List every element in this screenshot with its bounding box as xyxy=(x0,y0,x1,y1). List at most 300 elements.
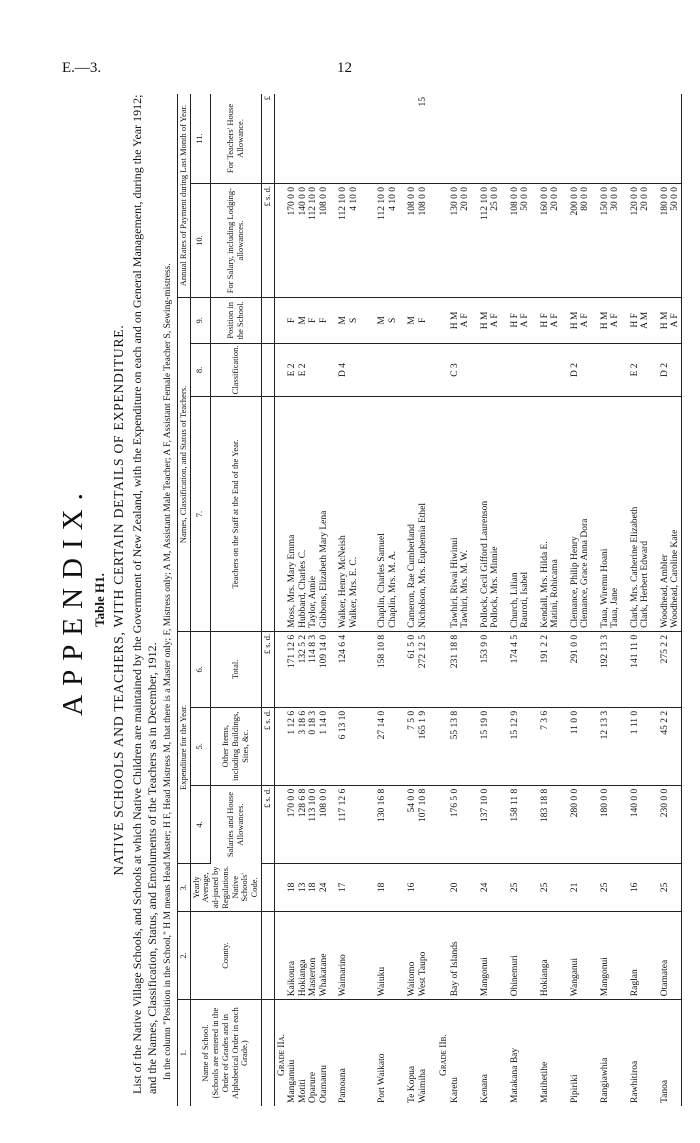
spacer-cell xyxy=(621,343,630,397)
spacer-cell xyxy=(359,343,368,397)
spacer-cell xyxy=(561,94,570,184)
yearly-average: 13 xyxy=(298,863,309,911)
spacer-cell xyxy=(561,863,570,911)
teacher-name: Pollock, Mrs. Minnie xyxy=(490,397,501,631)
spacer-cell xyxy=(531,94,540,184)
spacer-cell xyxy=(398,707,407,785)
spacer-cell xyxy=(550,911,561,1000)
total: 124 6 4 xyxy=(338,631,349,707)
total: 191 2 2 xyxy=(540,631,551,707)
position: A F xyxy=(580,298,591,343)
spacer-cell xyxy=(610,1000,621,1106)
classification xyxy=(600,343,611,397)
spacer-cell xyxy=(640,631,651,707)
spacer-cell xyxy=(610,631,621,707)
classification xyxy=(490,343,501,397)
spacer-cell xyxy=(398,785,407,863)
total: 153 9 0 xyxy=(480,631,491,707)
spacer-cell xyxy=(274,785,287,863)
spacer-cell xyxy=(388,1000,399,1106)
yearly-average xyxy=(418,863,429,911)
position: H M xyxy=(600,298,611,343)
spacer-cell xyxy=(501,1000,510,1106)
salaries: 158 11 8 xyxy=(510,785,521,863)
classification: D 2 xyxy=(570,343,581,397)
classification xyxy=(640,343,651,397)
spacer-cell xyxy=(471,343,480,397)
salary-rate: 20 0 0 xyxy=(460,184,471,298)
house-allowance xyxy=(660,94,671,184)
salary-rate: 20 0 0 xyxy=(640,184,651,298)
spacer-cell xyxy=(437,863,450,911)
position: M xyxy=(298,298,309,343)
table-row xyxy=(407,94,418,1106)
spacer-cell xyxy=(501,184,510,298)
classification xyxy=(418,343,429,397)
grade-label: Grade IIb. xyxy=(439,1034,450,1076)
spacer-cell xyxy=(460,911,471,1000)
total: 61 5 0 xyxy=(407,631,418,707)
salaries: 183 18 8 xyxy=(540,785,551,863)
position: F xyxy=(287,298,298,343)
spacer-cell xyxy=(388,785,399,863)
other-items: 45 2 2 xyxy=(660,707,671,785)
salary-rate: 120 0 0 xyxy=(630,184,641,298)
spacer-cell xyxy=(501,707,510,785)
school-name: Rangiawhia xyxy=(599,1057,610,1103)
yearly-average: 25 xyxy=(600,863,611,911)
salary-rate: 108 0 0 xyxy=(510,184,521,298)
spacer-cell xyxy=(580,863,591,911)
spacer-cell xyxy=(398,184,407,298)
teacher-name: Walker, Mrs. E. C. xyxy=(349,397,360,631)
spacer-cell xyxy=(388,631,399,707)
position: H M xyxy=(480,298,491,343)
total-units: £ s. d. xyxy=(262,631,275,707)
position: H M xyxy=(450,298,461,343)
table-row xyxy=(388,94,399,1106)
spacer-cell xyxy=(398,94,407,184)
table-row xyxy=(520,94,531,1106)
spacer-cell xyxy=(550,863,561,911)
spacer-cell xyxy=(428,343,437,397)
spacer-cell xyxy=(550,707,561,785)
spacer-cell xyxy=(591,631,600,707)
yearly-average: 18 xyxy=(287,863,298,911)
total: 291 0 0 xyxy=(570,631,581,707)
position: H M xyxy=(660,298,671,343)
spacer-cell xyxy=(274,397,287,631)
table-row xyxy=(377,94,388,1106)
spacer-cell xyxy=(359,397,368,631)
spacer-cell xyxy=(398,863,407,911)
spacer-cell xyxy=(670,707,681,785)
teacher-name: Taua, Jane xyxy=(610,397,621,631)
school-name: Motiti xyxy=(297,1079,308,1103)
house-units: £ xyxy=(262,94,275,184)
position-note: In the column "Position in the School," H M means Head Master; H F, Head Mistress M, that there is a Master only; F, Mistress only; A M, Assistant Male Teacher; A F, Assistant Female Teacher S, Sewing-mistress. xyxy=(163,263,173,1080)
spacer-cell xyxy=(651,184,660,298)
county: Bay of Islands xyxy=(450,911,461,1000)
school-name: Port Waikato xyxy=(377,1053,388,1103)
total: 272 12 5 xyxy=(418,631,429,707)
house-allowance xyxy=(298,94,309,184)
spacer-cell xyxy=(368,863,377,911)
spacer-cell xyxy=(437,94,450,184)
teacher-name: Tawhiri, Mrs. M. W. xyxy=(460,397,471,631)
other-items: 12 13 3 xyxy=(600,707,611,785)
teacher-name: Gibbons, Elizabeth Mary Lena xyxy=(319,397,330,631)
position: A F xyxy=(670,298,681,343)
salary-rate: 112 10 0 xyxy=(480,184,491,298)
spacer-cell xyxy=(368,94,377,184)
col-num-1: 1. xyxy=(177,1000,190,1106)
spacer-cell xyxy=(501,631,510,707)
spacer-cell xyxy=(368,298,377,343)
table-row xyxy=(550,94,561,1106)
position: A F xyxy=(460,298,471,343)
school-name: Rawhitiroa xyxy=(629,1060,640,1103)
salary-rate: 112 10 0 xyxy=(308,184,319,298)
spacer-cell xyxy=(520,785,531,863)
spacer-cell xyxy=(368,911,377,1000)
other-items-header: Other Items, including Buildings, Sites, &c. xyxy=(210,707,261,785)
spacer-cell xyxy=(398,343,407,397)
table-row xyxy=(338,94,349,1106)
spacer-cell xyxy=(368,343,377,397)
yearly-average: 18 xyxy=(308,863,319,911)
spacer-cell xyxy=(531,1000,540,1106)
house-allowance xyxy=(287,94,298,184)
spacer-cell xyxy=(490,911,501,1000)
classification-header: Classification. xyxy=(210,343,261,397)
salary-rate: 130 0 0 xyxy=(450,184,461,298)
spacer-cell xyxy=(349,707,360,785)
table-row xyxy=(298,94,309,1106)
county: Mangonui xyxy=(600,911,611,1000)
spacer-cell xyxy=(437,631,450,707)
spacer-cell xyxy=(274,184,287,298)
house-allowance xyxy=(520,94,531,184)
spacer-cell xyxy=(428,785,437,863)
house-allowance xyxy=(407,94,418,184)
spacer-cell xyxy=(610,785,621,863)
yearly-average: 17 xyxy=(338,863,349,911)
spacer-cell xyxy=(621,184,630,298)
county: West Taupo xyxy=(418,911,429,1000)
spacer-cell xyxy=(437,707,450,785)
county: Waitomo xyxy=(407,911,418,1000)
spacer-cell xyxy=(329,298,338,343)
school-name: Matihetihe xyxy=(539,1061,550,1103)
spacer-cell xyxy=(561,631,570,707)
spacer-cell xyxy=(471,631,480,707)
spacer-cell xyxy=(437,298,450,343)
table-row xyxy=(600,94,611,1106)
salary-rate: 180 0 0 xyxy=(660,184,671,298)
house-allowance xyxy=(570,94,581,184)
spacer-cell xyxy=(471,863,480,911)
spacer-cell xyxy=(520,631,531,707)
teacher-name: Taylor, Annie xyxy=(308,397,319,631)
spacer-cell xyxy=(591,785,600,863)
spacer-cell xyxy=(651,707,660,785)
spacer-cell xyxy=(388,911,399,1000)
spacer-cell xyxy=(640,785,651,863)
school-name: Kenana xyxy=(479,1073,490,1103)
salaries: 107 10 8 xyxy=(418,785,429,863)
spacer-cell xyxy=(274,707,287,785)
salary-units: £ s. d. xyxy=(262,184,275,298)
spacer-cell xyxy=(274,631,287,707)
county: Hokianga xyxy=(540,911,551,1000)
total: 174 4 5 xyxy=(510,631,521,707)
other-items: 1 14 0 xyxy=(319,707,330,785)
grade-label: Grade IIa. xyxy=(276,1033,287,1076)
spacer-cell xyxy=(490,863,501,911)
spacer-cell xyxy=(670,631,681,707)
spacer-cell xyxy=(501,94,510,184)
annual-rates-header: Annual Rates of Payment during Last Month of Year. xyxy=(177,94,190,298)
position: A F xyxy=(610,298,621,343)
spacer-cell xyxy=(329,631,338,707)
house-allowance xyxy=(480,94,491,184)
table-row xyxy=(460,94,471,1106)
position: S xyxy=(388,298,399,343)
house-allowance xyxy=(450,94,461,184)
spacer-cell xyxy=(368,631,377,707)
schools-table xyxy=(177,94,682,1106)
spacer-cell xyxy=(428,184,437,298)
other-items: 7 5 0 xyxy=(407,707,418,785)
house-allowance xyxy=(670,94,681,184)
school-name: Pipiriki xyxy=(569,1074,580,1103)
spacer-cell xyxy=(640,863,651,911)
spacer-cell xyxy=(368,707,377,785)
spacer-cell xyxy=(428,863,437,911)
spacer-cell xyxy=(398,397,407,631)
position: A F xyxy=(520,298,531,343)
spacer-cell xyxy=(471,1000,480,1106)
county: Hokianga xyxy=(298,911,309,1000)
house-allowance xyxy=(490,94,501,184)
total: 275 2 2 xyxy=(660,631,671,707)
spacer-cell xyxy=(651,94,660,184)
table-row xyxy=(610,94,621,1106)
position: H F xyxy=(630,298,641,343)
spacer-cell xyxy=(368,785,377,863)
spacer-cell xyxy=(471,707,480,785)
salary-rate: 25 0 0 xyxy=(490,184,501,298)
table-row xyxy=(570,94,581,1106)
grade-row xyxy=(437,94,450,1106)
house-allowance xyxy=(550,94,561,184)
spacer-cell xyxy=(520,1000,531,1106)
classification xyxy=(349,343,360,397)
salaries: 230 0 0 xyxy=(660,785,671,863)
spacer-cell xyxy=(428,631,437,707)
spacer-cell xyxy=(501,298,510,343)
teachers-header: Names, Classification, and Status of Teachers. xyxy=(177,298,190,632)
salary-rate: 4 10 0 xyxy=(349,184,360,298)
units-blank xyxy=(262,911,275,1000)
total: 141 11 0 xyxy=(630,631,641,707)
table-row xyxy=(580,94,591,1106)
spacer-cell xyxy=(359,707,368,785)
spacer-cell xyxy=(471,94,480,184)
spacer-cell xyxy=(561,785,570,863)
spacer-cell xyxy=(531,707,540,785)
spacer-cell xyxy=(591,397,600,631)
house-allowance xyxy=(580,94,591,184)
spacer-cell xyxy=(329,863,338,911)
spacer-cell xyxy=(490,1000,501,1106)
position: F xyxy=(319,298,330,343)
spacer-cell xyxy=(621,631,630,707)
school-name: Oparure xyxy=(308,1071,319,1103)
teacher-name: Nicholson, Mrs. Euphemia Ethel xyxy=(418,397,429,631)
yearly-average: 21 xyxy=(570,863,581,911)
teacher-name: Cameron, Rae Cumberland xyxy=(407,397,418,631)
spacer-cell xyxy=(621,298,630,343)
teacher-name: Kendall, Mrs. Hilda E. xyxy=(540,397,551,631)
position: F xyxy=(418,298,429,343)
spacer-cell xyxy=(471,911,480,1000)
spacer-cell xyxy=(428,911,437,1000)
col-num-3: 3. xyxy=(177,863,190,911)
teacher-name: Matini, Rohicama xyxy=(550,397,561,631)
salary-rate: 200 0 0 xyxy=(570,184,581,298)
spacer-cell xyxy=(329,94,338,184)
spacer-cell xyxy=(359,631,368,707)
teacher-name: Pollock, Cecil Gifford Laurenson xyxy=(480,397,491,631)
teacher-name: Clemance, Grace Anna Dora xyxy=(580,397,591,631)
spacer-cell xyxy=(349,1000,360,1106)
house-allowance xyxy=(319,94,330,184)
spacer-cell xyxy=(670,863,681,911)
col-num-11: 11. xyxy=(190,94,210,184)
spacer-cell xyxy=(388,863,399,911)
spacer-cell xyxy=(359,184,368,298)
spacer-cell xyxy=(398,631,407,707)
salaries: 54 0 0 xyxy=(407,785,418,863)
salaries: 140 0 0 xyxy=(630,785,641,863)
house-allowance xyxy=(510,94,521,184)
spacer-cell xyxy=(460,631,471,707)
spacer-cell xyxy=(561,911,570,1000)
spacer-cell xyxy=(428,94,437,184)
classification: C 3 xyxy=(450,343,461,397)
table-description: List of the Native Village Schools, and Schools at which Native Children are maintained by the Government of New Zealand, with the Expenditure on each and on General Management, during the Year 1912; and the Names, Classification, Status, and Emoluments of the Teachers as in December, 1912. xyxy=(130,94,159,1094)
spacer-cell xyxy=(398,298,407,343)
spacer-cell xyxy=(591,911,600,1000)
total: 114 8 3 xyxy=(308,631,319,707)
spacer-cell xyxy=(471,397,480,631)
school-name: Tanoa xyxy=(659,1079,670,1103)
spacer-cell xyxy=(580,911,591,1000)
spacer-cell xyxy=(501,343,510,397)
other-items: 15 12 9 xyxy=(510,707,521,785)
spacer-cell xyxy=(520,911,531,1000)
spacer-cell xyxy=(531,911,540,1000)
table-row xyxy=(660,94,671,1106)
table-row xyxy=(630,94,641,1106)
salaries-header: Salaries and House Allowances. xyxy=(210,785,261,863)
county: Otamatea xyxy=(660,911,671,1000)
table-label: Table H1. xyxy=(92,573,107,627)
house-allowance xyxy=(540,94,551,184)
other-items: 6 13 10 xyxy=(338,707,349,785)
school-name: Te Kopua xyxy=(407,1065,418,1103)
spacer-cell xyxy=(359,1000,368,1106)
spacer-cell xyxy=(640,1000,651,1106)
other-items: 55 13 8 xyxy=(450,707,461,785)
spacer-cell xyxy=(490,785,501,863)
position: A F xyxy=(490,298,501,343)
spacer-cell xyxy=(561,1000,570,1106)
spacer-cell xyxy=(490,707,501,785)
position: M xyxy=(377,298,388,343)
other-items: 1 12 6 xyxy=(287,707,298,785)
classification xyxy=(377,343,388,397)
school-header-sub: (Schools are entered in the Order of Grades and in Alphabetical Order in each Grade.) xyxy=(210,1007,250,1100)
house-allowance xyxy=(388,94,399,184)
table-heading: NATIVE SCHOOLS AND TEACHERS, WITH CERTAIN DETAILS OF EXPENDITURE. xyxy=(111,324,126,876)
spacer-cell xyxy=(398,1000,407,1106)
other-units: £ s. d. xyxy=(262,707,275,785)
col-num-7: 7. xyxy=(190,397,210,631)
table-row xyxy=(450,94,461,1106)
spacer-cell xyxy=(621,397,630,631)
other-items: 7 3 6 xyxy=(540,707,551,785)
spacer-cell xyxy=(428,1000,437,1106)
total: 231 18 8 xyxy=(450,631,461,707)
units-blank xyxy=(262,863,275,911)
yearly-average: 20 xyxy=(450,863,461,911)
teacher-name: Rauroti, Isabel xyxy=(520,397,531,631)
spacer-cell xyxy=(670,785,681,863)
spacer-cell xyxy=(610,911,621,1000)
spacer-cell xyxy=(621,863,630,911)
spacer-cell xyxy=(349,863,360,911)
table-row xyxy=(418,94,429,1106)
col-num-10: 10. xyxy=(190,184,210,298)
spacer-cell xyxy=(501,397,510,631)
spacer-cell xyxy=(561,397,570,631)
county-header: County. xyxy=(190,911,261,1000)
county: Waimarino xyxy=(338,911,349,1000)
house-allowance xyxy=(630,94,641,184)
classification: E 2 xyxy=(287,343,298,397)
units-blank xyxy=(262,397,275,631)
county: Waiuku xyxy=(377,911,388,1000)
spacer-cell xyxy=(368,397,377,631)
spacer-cell xyxy=(531,863,540,911)
spacer-cell xyxy=(550,785,561,863)
spacer-cell xyxy=(651,911,660,1000)
house-header: For Teachers' House Allowance. xyxy=(210,94,261,184)
classification xyxy=(610,343,621,397)
col-num-9: 9. xyxy=(190,298,210,343)
classification xyxy=(520,343,531,397)
salary-rate: 108 0 0 xyxy=(407,184,418,298)
units-blank xyxy=(262,1000,275,1106)
col-num-4: 4. xyxy=(190,785,210,863)
spacer-cell xyxy=(531,631,540,707)
spacer-cell xyxy=(329,911,338,1000)
expenditure-header: Expenditure for the Year. xyxy=(177,631,190,863)
county: Ohinemuri xyxy=(510,911,521,1000)
